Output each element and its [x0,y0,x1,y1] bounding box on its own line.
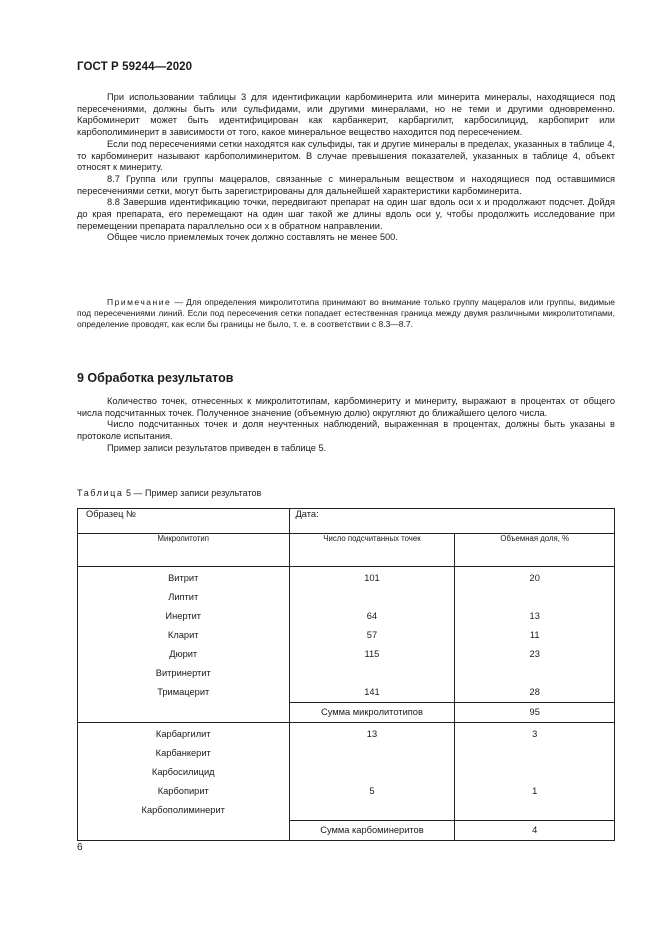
list-item: 1 [532,786,538,796]
note [77,297,615,330]
sum-value-cell: 4 [455,821,615,841]
table-caption [77,488,261,498]
page-number: 6 [77,842,83,853]
list-item: 5 [369,786,375,796]
group-carbominerites-row [78,723,615,821]
list-item: 141 [364,687,380,697]
paragraph: Общее число приемлемых точек должно составлять не менее 500. [107,232,398,243]
list-item [455,588,614,607]
names-cell [78,723,290,841]
list-item: 20 [529,573,540,583]
counts-cell [289,567,455,703]
list-item [290,763,455,782]
document-code: ГОСТ Р 59244—2020 [77,61,193,73]
paragraph: 8.7 Группа или группы мацералов, связанные с минеральным веществом и находящиеся под оставшимися пересечениями сетки, могут быть зарегистрированы для дальнейшей характеристики карбоминерита. [77,173,615,196]
table-meta-row [78,509,615,534]
section-heading: 9 Обработка результатов [77,371,234,385]
table-caption-text: 5 — Пример записи результатов [123,488,262,498]
sum-label-cell: Сумма микролитотипов [289,703,455,723]
list-item [455,763,614,782]
section-9-text [77,396,615,455]
list-item: Липтит [168,592,199,602]
results-table [77,508,615,841]
list-item: 11 [529,630,540,640]
group-microlithotypes-row [78,567,615,703]
list-item: Карбанкерит [155,748,211,758]
list-item [290,801,455,820]
list-item: 115 [364,649,380,659]
list-item: Карбополиминерит [141,805,225,815]
col-header-microlithotype: Микролитотип [78,534,290,567]
note-label: Примечание [107,297,172,307]
list-item [455,664,614,683]
paragraph: Если под пересечениями сетки находятся как сульфиды, так и другие минералы в пределах, указанных в таблице 4, то карбоминерит называют карбополиминеритом. В случае превышения показателей, указанных в таблице 4, объект относят к минериту. [77,138,615,173]
list-item: Карбосилицид [151,767,215,777]
list-item: 13 [366,729,378,739]
list-item: 23 [529,649,540,659]
list-item: Инертит [165,611,202,621]
paragraph: Число подсчитанных точек и доля неучтенных наблюдений, выраженная в процентах, должны быть указаны в протоколе испытания. [77,419,615,442]
list-item: 13 [529,611,540,621]
paragraph: Пример записи результатов приведен в таблице 5. [107,442,327,453]
paragraph: При использовании таблицы 3 для идентификации карбоминерита или минерита минералы, находящиеся под пересечениями, должны быть или сульфидами, или другими минералами, но не теми и другими одновременно. Карбоминерит может быть идентифицирован как карбанкерит, карбаргилит, карбосилицид, карбопирит или карбополиминерит в зависимости от того, какое минеральное вещество находится под пересечением. [77,92,615,138]
paragraph: 8.8 Завершив идентификацию точки, передвигают препарат на один шаг вдоль оси x и продолжают подсчет. Дойдя до края препарата, его перемещают на один шаг такой же длины вдоль оси y, чтобы продолжить исследование при перемещении препарата параллельно оси x в обратном направлении. [77,197,615,231]
sum-label-cell: Сумма карбоминеритов [289,821,455,841]
shares-cell [455,723,615,821]
list-item: 64 [366,611,378,621]
col-header-share: Объемная доля, % [455,534,615,567]
sample-cell: Образец № [78,509,290,534]
col-header-count: Число подсчитанных точек [289,534,455,567]
names-cell [78,567,290,723]
list-item: Витрит [168,573,199,583]
table-header-row [78,534,615,567]
list-item [455,744,614,763]
list-item: Кларит [167,630,199,640]
clause-8-text [77,92,615,244]
note-text: — Для определения микролитотипа принимают во внимание только группу мацералов или группы, видимые под пересечениями линий. Если под пересечения сетки попадает естественная граница между двумя различными микролитотипами, определение проводят, как если бы границы не было, т. е. в соответствии с 8.3—8.7. [77,297,615,329]
list-item [290,664,455,683]
paragraph: Количество точек, отнесенных к микролитотипам, карбоминериту и минериту, выражают в процентах от общего числа подсчитанных точек. Полученное значение (объемную долю) округляют до ближайшего целого числа. [77,396,615,418]
counts-cell [289,723,455,821]
list-item [455,801,614,820]
list-item: Дюрит [169,649,198,659]
list-item [290,744,455,763]
list-item [290,588,455,607]
list-item: 28 [529,687,540,697]
list-item: 57 [366,630,378,640]
list-item: Карбаргилит [155,729,211,739]
table-caption-label: Таблица [77,488,124,498]
list-item: Тримацерит [157,687,210,697]
date-cell: Дата: [289,509,615,534]
list-item: Витринертит [155,668,211,678]
shares-cell [455,567,615,703]
sum-value-cell: 95 [455,703,615,723]
list-item: 3 [532,729,538,739]
list-item: Карбопирит [157,786,209,796]
list-item: 101 [364,573,380,583]
